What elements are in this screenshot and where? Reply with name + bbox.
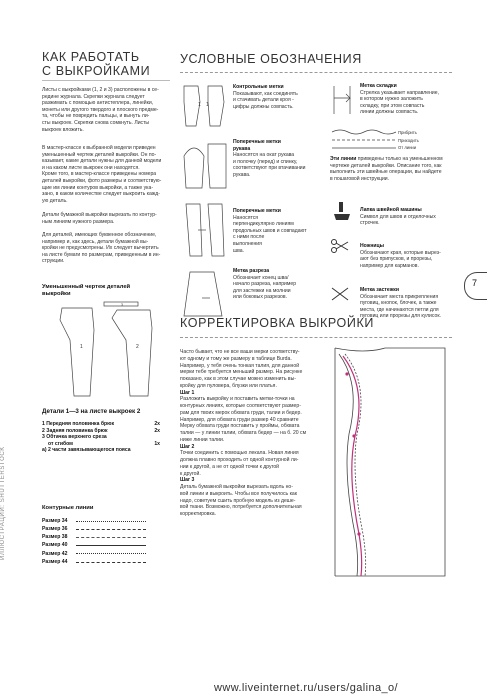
details-list	[42, 421, 160, 454]
size-row-34: Размер 34	[42, 517, 172, 525]
details-row: 2 Задняя половинка брюк 2x	[42, 427, 160, 434]
legend-control-marks: Контрольные метки Показывают, как соединять и стачивать детали кроя - цифры должны совпасть.	[233, 84, 298, 110]
details-row: 1 Передняя половинка брюк 2x	[42, 421, 160, 427]
left-intro: Листы с выкройками (1, 2 и 3) расположены в се- редине журнала. Скрепки журнала следует разжимать с помощью антистеплера, линейки, монеты или другого твердого и плоского предме- та, чтобы не повредить пальцы, и вынуть ли- сты выкроек. Скрепки снова сомкнуть. Листы выкроек вложить.	[42, 87, 159, 133]
page-number: 7	[472, 278, 478, 288]
stitch-line-labels: Прибрить Приходить От линии	[398, 130, 419, 150]
cross-marks-icon	[180, 200, 230, 260]
right-title-dash	[180, 72, 452, 73]
control-marks-icon	[180, 82, 228, 130]
contour-title: Контурные линии	[42, 505, 94, 511]
left-title-line-2: С ВЫКРОЙКАМИ	[42, 64, 151, 78]
left-para4: Для деталей, имеющих буквенное обозначение, например и, как здесь, детали бумажной вы- кройки не предусмотрены. Их следует вычертить на листе бумаги по размерам, приведенным в ин- струкции.	[42, 232, 161, 265]
legend-presser-foot: Лапка швейной машины Символ для швов и отделочных строчек.	[360, 207, 436, 227]
left-title-bar	[42, 80, 170, 81]
details-row: 3 Обтачка верхнего среза	[42, 434, 107, 441]
legend-slit-mark: Метка разреза Обозначает конец шва/ начало разреза, например для застежки на молнии или боковых разрезов.	[233, 268, 297, 301]
fastener-mark-icon	[330, 286, 350, 302]
details-row: от сгибом 1x	[48, 440, 160, 447]
legend-fastener-mark: Метка застежки Обозначает места прикрепления пуговиц, кнопок, блочек, а также места, где начинаются петли для пуговиц или прорезы для кулисок.	[360, 287, 441, 320]
mini-pattern-drawing	[42, 300, 172, 400]
presser-foot-icon	[330, 200, 354, 224]
slit-mark-icon	[180, 268, 230, 320]
details-row: а) 2 части завязывающегося пояса	[42, 447, 131, 454]
legend-cross-marks: Поперечные метки Наносятся перпендикулярно линиям продольных швов и совпадают с ними после выполнения шва.	[233, 208, 307, 254]
svg-text:3: 3	[121, 303, 123, 307]
scissors-icon	[330, 238, 350, 254]
legend-fold-mark: Метка складки Стрелка указывает направление, в котором нужно заложить складку, при этом совпасть линии должны совпасть.	[360, 83, 439, 116]
watermark-url: www.liveinternet.ru/users/galina_o/	[214, 682, 398, 694]
stitch-lines-icon	[330, 128, 400, 152]
size-row-38: Размер 38	[42, 533, 172, 541]
correction-text: Часто бывает, что не все ваши мерки соответству- ют одному и тому же размеру в таблице Burda. Например, у тебя очень тонкая талия, для данной мерки тебе требуется меньший размер. На рисунке показано, как в этом случае можно изменить вы- кройку для пуловера, блузки или платья. Шаг 1 Разложить выкройку и поставить метки-точки на контурных линиях, которые соответствуют размер- рам для твоих мерок обхвата груди, талии и бедер. Например, для обхвата груди размер 40 сравните Мерку обхвата груди поставить у проймы, обхвата талии — у линии талии, обхвата бедер — на б. 20 см ниже линии талии. Шаг 2 Точки соединить с помощью лекала. Новая линия должна плавно проходить от одной контурной ли- нии к другой, а не от одной точки к другой к другой. Шаг 3 Деталь бумажной выкройки вырезать вдоль но- вой линии и выкроить. Чтобы все получилось как надо, советуем сшить пробную модель из деше- вой ткани. Возможно, потребуется дополнительная корректировка.	[180, 349, 307, 517]
details-title: Детали 1—3 на листе выкроек 2	[42, 408, 141, 415]
svg-text:1: 1	[80, 344, 83, 350]
left-para3: Детали бумажной выкройки вырезать по контур- ным линиям нужного размера.	[42, 212, 157, 225]
svg-text:1: 1	[198, 102, 201, 108]
legend-sleeve-marks: Поперечные метки рукава Наносятся на окат рукава и полочку (перед) и спинку, соответствуют при втачивании рукава.	[233, 139, 306, 178]
size-row-44: Размер 44	[42, 558, 172, 566]
svg-text:2: 2	[136, 344, 139, 350]
left-para2: В мастер-классе к выбранной модели приведен уменьшенный чертеж деталей выкройки. Он по- казывает, какие детали нужны для данной модели и на каком листе выкроек они находятся. Кроме того, в мастер-классе приведены номера деталей выкройки, фото размеры и соответствую- щие им линии контуров выкройки, а также ука- зано, в каком количестве следует выкроить кажд- ую деталь.	[42, 145, 162, 204]
illustration-credit: ИЛЛЮСТРАЦИИ: SHUTTERSTOCK	[0, 446, 6, 560]
correction-diagram	[325, 344, 455, 580]
size-row-40: Размер 40	[42, 542, 172, 550]
correction-title-dash	[180, 337, 452, 338]
left-title	[42, 50, 182, 78]
size-legend	[42, 517, 172, 566]
legend-scissors: Ножницы Обозначают края, которые вырез- ают без припусков, и прорезы, например для карманов.	[360, 243, 441, 269]
left-title-line-1: КАК РАБОТАТЬ	[42, 50, 140, 64]
sleeve-marks-icon	[180, 138, 230, 190]
size-row-36: Размер 36	[42, 525, 172, 533]
right-title: УСЛОВНЫЕ ОБОЗНАЧЕНИЯ	[180, 52, 362, 66]
fold-mark-icon	[330, 84, 354, 116]
size-row-42: Размер 42	[42, 550, 172, 558]
legend-these-lines: Эти линии приведены только на уменьшенном чертеже деталей выкройки. Описание того, как выполнить эти швейные операции, вы найдете в пошаговой инструкции.	[330, 156, 443, 182]
correction-title: КОРРЕКТИРОВКА ВЫКРОЙКИ	[180, 316, 374, 330]
mini-chart-title: Уменьшенный чертеж деталей выкройки	[42, 284, 131, 297]
svg-text:1: 1	[206, 102, 209, 108]
